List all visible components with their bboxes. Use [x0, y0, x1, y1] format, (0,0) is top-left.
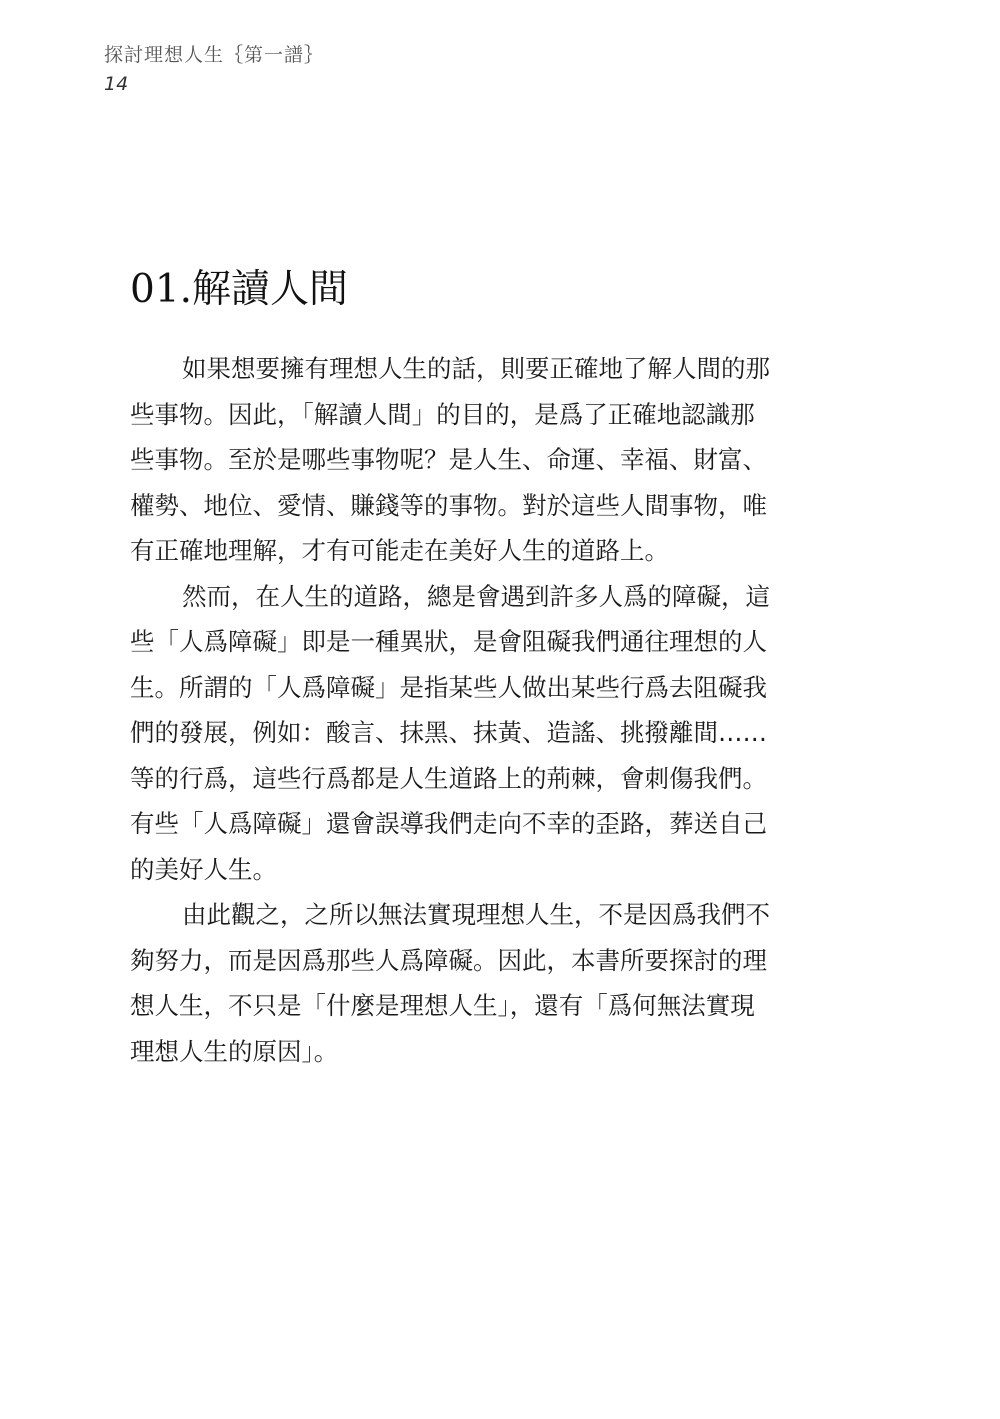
text-line: 如果想要擁有理想人生的話，則要正確地了解人間的那 — [182, 354, 770, 383]
running-head: 探討理想人生｛第一譜｝ — [104, 44, 325, 66]
text-line: 些事物。至於是哪些事物呢？是人生、命運、幸福、財富、 — [130, 445, 767, 474]
body-text — [130, 346, 830, 1074]
text-line: 生。所謂的「人爲障礙」是指某些人做出某些行爲去阻礙我 — [130, 672, 767, 702]
text-line: 等的行爲，這些行爲都是人生道路上的荊棘，會刺傷我們。 — [130, 763, 767, 793]
text-line: 的美好人生。 — [130, 854, 277, 884]
chapter-title: 01.解讀人間 — [130, 267, 349, 312]
page-number: 14 — [104, 73, 129, 95]
text-line: 然而，在人生的道路，總是會遇到許多人爲的障礙，這 — [182, 581, 770, 611]
paragraph — [130, 346, 830, 574]
text-line: 由此觀之，之所以無法實現理想人生，不是因爲我們不 — [182, 900, 770, 929]
text-line: 想人生，不只是「什麼是理想人生」，還有「爲何無法實現 — [130, 991, 755, 1020]
text-line: 有正確地理解，才有可能走在美好人生的道路上。 — [130, 536, 669, 565]
paragraph — [130, 574, 830, 893]
text-line: 理想人生的原因」。 — [130, 1036, 339, 1066]
text-line: 權勢、地位、愛情、賺錢等的事物。對於這些人間事物，唯 — [130, 490, 767, 520]
text-line: 夠努力，而是因爲那些人爲障礙。因此，本書所要探討的理 — [130, 945, 767, 975]
paragraph — [130, 892, 830, 1074]
text-line: 些「人爲障礙」即是一種異狀，是會阻礙我們通往理想的人 — [130, 627, 767, 656]
text-line: 們的發展，例如：酸言、抹黑、抹黃、造謠、挑撥離間…… — [130, 718, 767, 747]
text-line: 些事物。因此，「解讀人間」的目的，是爲了正確地認識那 — [130, 399, 755, 429]
text-line: 有些「人爲障礙」還會誤導我們走向不幸的歪路，葬送自己 — [130, 809, 767, 838]
